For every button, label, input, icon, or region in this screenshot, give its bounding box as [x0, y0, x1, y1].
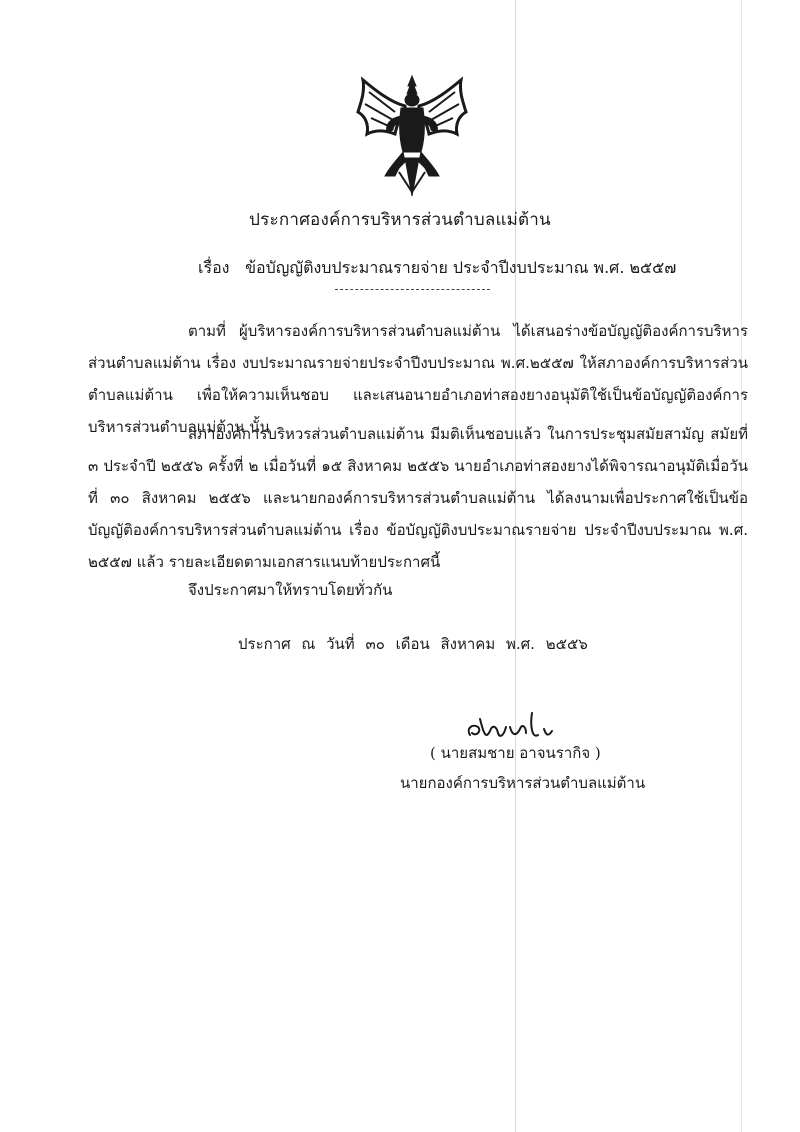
paragraph-2-text: สภาองค์การบริหวรส่วนตำบลแม่ต้าน มีมติเห็นชอบแล้ว ในการประชุมสมัยสามัญ สมัยที่ ๓ ประจำปี ๒๕๕๖ ครั้งที่ ๒ เมื่อวันที่ ๑๕ สิงหาคม ๒๕๕๖ นายอำเภอท่าสองยางได้พิจารณาอนุมัติเมื่อวันที่ ๓๐ สิงหาคม ๒๕๕๖ และนายกองค์การบริหารส่วนตำบลแม่ต้าน ได้ลงนามเพื่อประกาศใช้เป็นข้อบัญญัติองค์การบริหารส่วนตำบลแม่ต้าน เรื่อง ข้อบัญญัติงบประมาณรายจ่าย ประจำปีงบประมาณ พ.ศ. ๒๕๕๗ แล้ว รายละเอียดตามเอกสารแนบท้ายประกาศนี้ [88, 425, 748, 571]
garuda-emblem-icon [355, 72, 470, 197]
subject-label: เรื่อง [198, 258, 230, 277]
signer-name: ( นายสมชาย อาจนรากิจ ) [430, 744, 601, 762]
closing-statement: จึงประกาศมาให้ทราบโดยทั่วกัน [188, 581, 393, 599]
subject-line [198, 256, 676, 281]
title-divider [335, 289, 490, 290]
paragraph-2 [88, 418, 748, 578]
announcement-title: ประกาศองค์การบริหารส่วนตำบลแม่ต้าน [249, 210, 551, 230]
subject-text: ข้อบัญญัติงบประมาณรายจ่าย ประจำปีงบประมาณ พ.ศ. ๒๕๕๗ [245, 258, 677, 277]
announcement-dateline: ประกาศ ณ วันที่ ๓๐ เดือน สิงหาคม พ.ศ. ๒๕๕๖ [238, 635, 588, 653]
handwritten-signature [462, 705, 582, 745]
paragraph-1-text: ตามที่ ผู้บริหารองค์การบริหารส่วนตำบลแม่ต้าน ได้เสนอร่างข้อบัญญัติองค์การบริหารส่วนตำบลแม่ต้าน เรื่อง งบประมาณรายจ่ายประจำปีงบประมาณ พ.ศ.๒๕๕๗ ให้สภาองค์การบริหารส่วนตำบลแม่ต้าน เพื่อให้ความเห็นชอบ และเสนอนายอำเภอท่าสองยางอนุมัติใช้เป็นข้อบัญญัติองค์การบริหารส่วนตำบลแม่ต้าน นั้น [88, 322, 748, 436]
signer-title: นายกองค์การบริหารส่วนตำบลแม่ต้าน [400, 774, 646, 792]
